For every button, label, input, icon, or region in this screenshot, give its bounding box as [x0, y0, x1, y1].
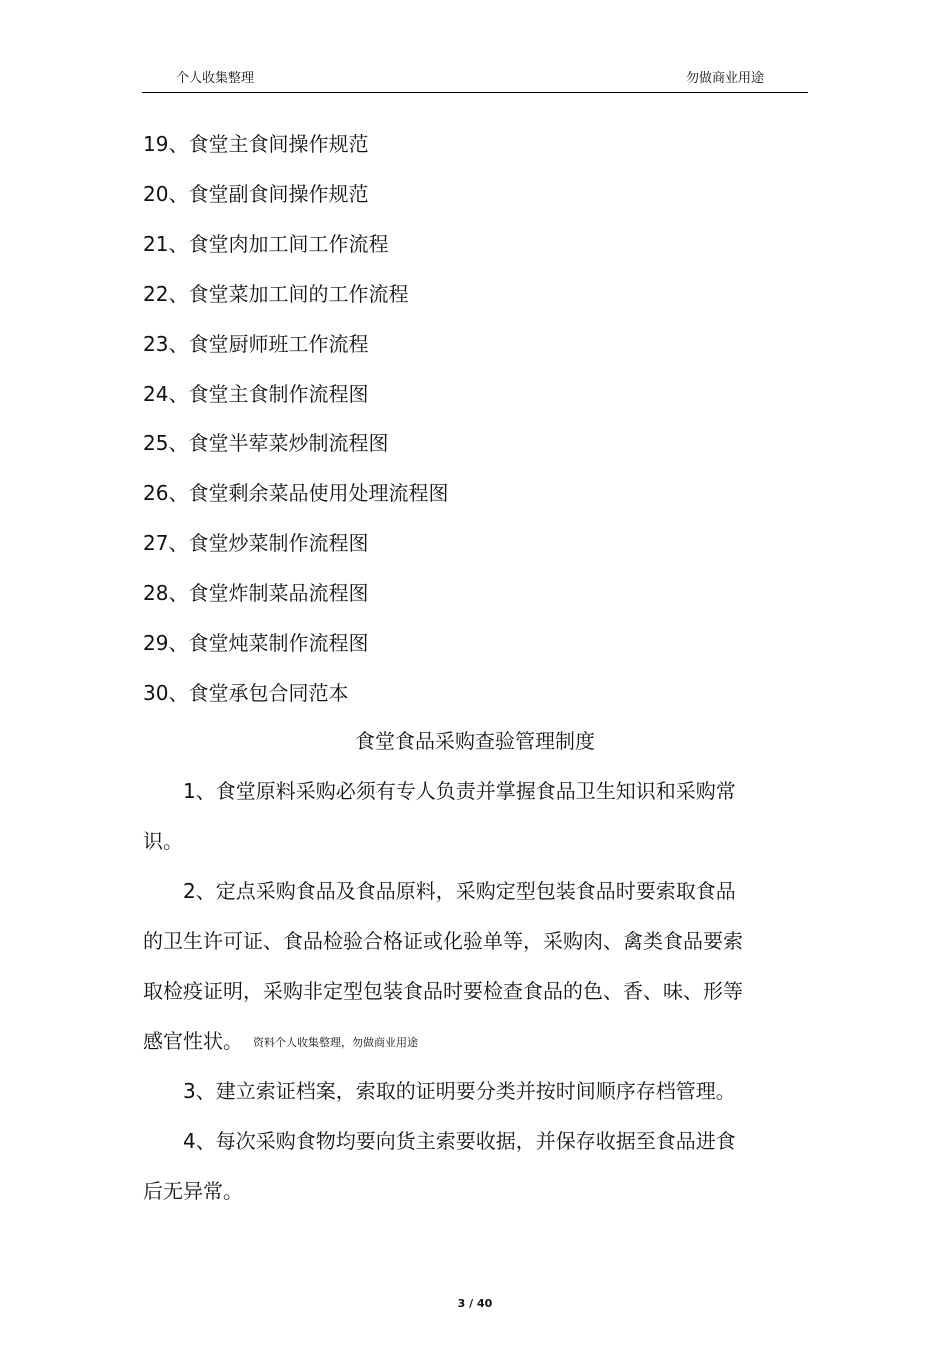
paragraph-1 — [143, 766, 768, 866]
paragraph-line-text: 感官性状。 — [143, 1029, 243, 1053]
toc-item-22: 22、食堂菜加工间的工作流程 — [143, 282, 409, 306]
paragraph-line: 识。 — [143, 829, 183, 853]
page-header — [142, 62, 808, 93]
paragraph-line: 1、食堂原料采购必须有专人负责并掌握食品卫生知识和采购常 — [143, 779, 736, 803]
toc-item-29: 29、食堂炖菜制作流程图 — [143, 631, 369, 655]
toc-item-30: 30、食堂承包合同范本 — [143, 681, 349, 705]
paragraph-line-with-note — [143, 1016, 768, 1066]
toc-item-28: 28、食堂炸制菜品流程图 — [143, 581, 369, 605]
paragraph-2 — [143, 866, 768, 1066]
paragraph-line: 3、建立索证档案，索取的证明要分类并按时间顺序存档管理。 — [143, 1079, 736, 1103]
paragraph-line: 取检疫证明，采购非定型包装食品时要检查食品的色、香、味、形等 — [143, 979, 743, 1003]
inline-note: 资料个人收集整理，勿做商业用途 — [253, 1035, 418, 1049]
toc-item-26: 26、食堂剩余菜品使用处理流程图 — [143, 481, 449, 505]
toc-item-21: 21、食堂肉加工间工作流程 — [143, 232, 389, 256]
paragraph-line: 后无异常。 — [143, 1179, 243, 1203]
paragraph-3 — [143, 1066, 768, 1116]
toc-item-24: 24、食堂主食制作流程图 — [143, 382, 369, 406]
toc-item-25: 25、食堂半荤菜炒制流程图 — [143, 431, 389, 455]
toc-item-19: 19、食堂主食间操作规范 — [143, 132, 369, 156]
header-right-text: 勿做商业用途 — [685, 71, 764, 86]
paragraph-line: 的卫生许可证、食品检验合格证或化验单等，采购肉、禽类食品要索 — [143, 929, 743, 953]
toc-item-27: 27、食堂炒菜制作流程图 — [143, 531, 369, 555]
header-left-text: 个人收集整理 — [176, 71, 255, 86]
section-title: 食堂食品采购查验管理制度 — [355, 729, 595, 753]
paragraph-4 — [143, 1116, 768, 1216]
paragraph-line: 2、定点采购食品及食品原料，采购定型包装食品时要索取食品 — [143, 879, 736, 903]
page-number: 3 / 40 — [457, 1297, 493, 1310]
toc-item-23: 23、食堂厨师班工作流程 — [143, 332, 369, 356]
toc-item-20: 20、食堂副食间操作规范 — [143, 182, 369, 206]
paragraph-line: 4、每次采购食物均要向货主索要收据，并保存收据至食品进食 — [143, 1129, 736, 1153]
